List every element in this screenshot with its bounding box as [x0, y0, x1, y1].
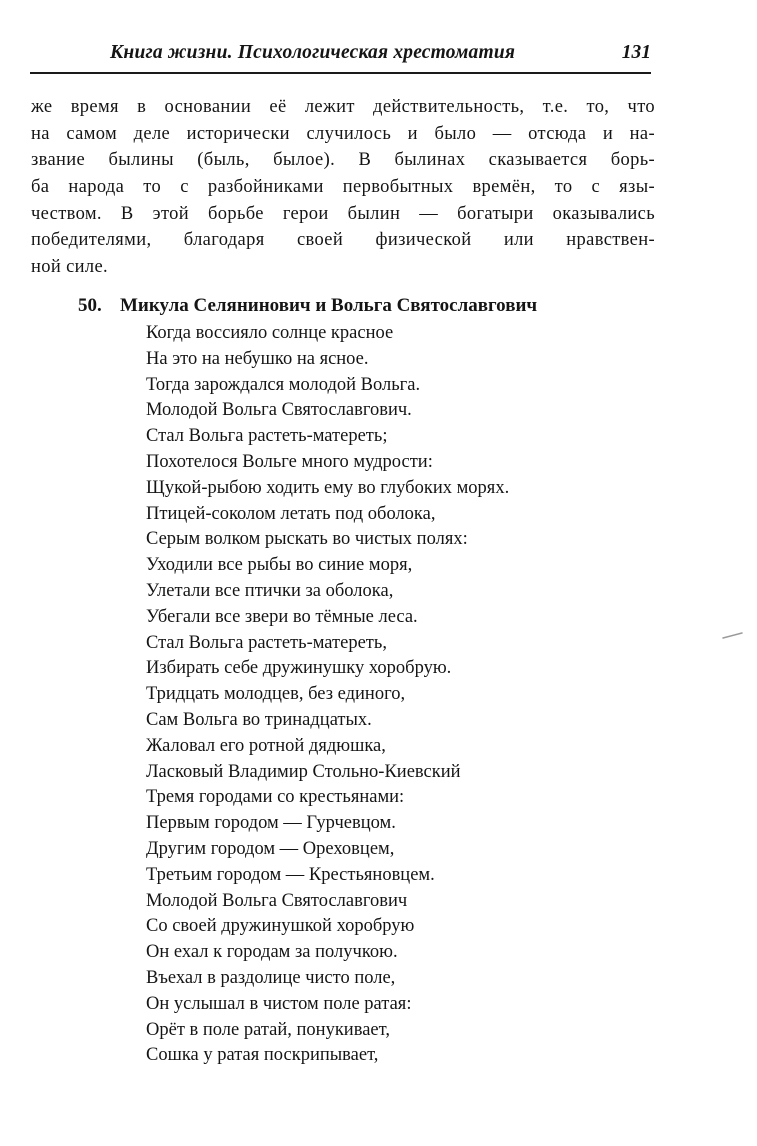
verse-line: Молодой Вольга Святославгович	[146, 890, 408, 911]
verse-line: На это на небушко на ясное.	[146, 348, 369, 369]
verse-line: Тогда зарождался молодой Вольга.	[146, 374, 421, 395]
page-number: 131	[621, 42, 651, 63]
verse-line: Тридцать молодцев, без единого,	[146, 684, 406, 705]
verse-line: Орёт в поле ратай, понукивает,	[146, 1019, 390, 1040]
verse-line: Со своей дружинушкой хоробрую	[146, 916, 415, 937]
prose-line: чеством. В этой борьбе герои былин — богатыри оказывались	[31, 203, 655, 224]
poem-heading	[78, 295, 537, 317]
verse-line: Жаловал его ротной дядюшка,	[146, 735, 386, 756]
poem-verses	[146, 321, 509, 1069]
verse-line: Уходили все рыбы во синие моря,	[146, 555, 413, 576]
verse-line: Стал Вольга растеть-матереть;	[146, 426, 388, 447]
verse-line: Он ехал к городам за получкою.	[146, 942, 398, 963]
verse-line: Улетали все птички за оболока,	[146, 580, 394, 601]
verse-line: Щукой-рыбою ходить ему во глубоких морях.	[146, 477, 510, 498]
verse-line: Тремя городами со крестьянами:	[146, 787, 405, 808]
verse-line: Избирать себе дружинушку хоробрую.	[146, 658, 452, 679]
verse-line: Ласковый Владимир Стольно-Киевский	[146, 761, 461, 782]
verse-line: Похотелося Вольге много мудрости:	[146, 451, 433, 472]
intro-paragraph	[31, 94, 655, 281]
prose-line: ба народа то с разбойниками первобытных времён, то с язы-	[31, 177, 655, 198]
prose-line: же время в основании её лежит действительность, т.е. то, что	[31, 97, 655, 117]
verse-line: Другим городом — Ореховцем,	[146, 838, 395, 859]
poem-title: Микула Селянинович и Вольга Святославгович	[120, 295, 538, 316]
prose-line: победителями, благодаря своей физической или нравствен-	[31, 230, 655, 251]
verse-line: Убегали все звери во тёмные леса.	[146, 606, 418, 627]
running-header	[30, 40, 651, 74]
verse-line: Он услышал в чистом поле ратая:	[146, 993, 412, 1014]
prose-line: на самом деле исторически случилось и было — отсюда и на-	[31, 123, 655, 144]
verse-line: Сам Вольга во тринадцатых.	[146, 709, 372, 730]
prose-line: звание былины (быль, былое). В былинах сказывается борь-	[31, 150, 655, 171]
poem-number: 50.	[78, 295, 102, 316]
verse-line: Стал Вольга растеть-матереть,	[146, 632, 387, 653]
verse-line: Когда воссияло солнце красное	[146, 323, 394, 343]
verse-line: Сошка у ратая поскрипывает,	[146, 1045, 379, 1066]
scan-speck	[722, 630, 744, 640]
verse-line: Первым городом — Гурчевцом.	[146, 813, 396, 834]
book-title: Книга жизни. Психологическая хрестоматия	[110, 42, 516, 63]
verse-line: Въехал в раздолице чисто поле,	[146, 967, 396, 988]
prose-line: ной силе.	[31, 257, 109, 278]
verse-line: Молодой Вольга Святославгович.	[146, 400, 412, 421]
verse-line: Третьим городом — Крестьяновцем.	[146, 864, 435, 885]
verse-line: Серым волком рыскать во чистых полях:	[146, 529, 468, 550]
verse-line: Птицей-соколом летать под оболока,	[146, 503, 436, 524]
